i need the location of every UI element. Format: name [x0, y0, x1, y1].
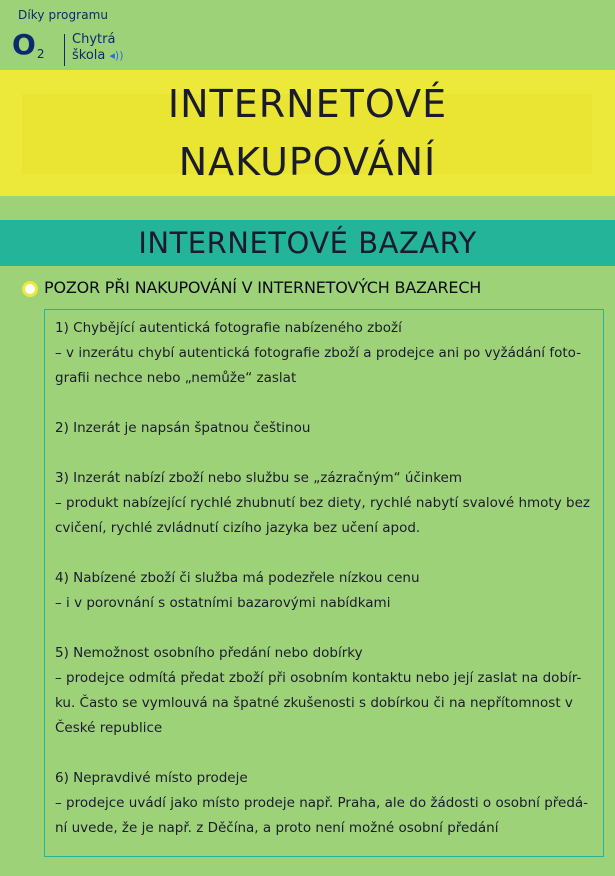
list-item-line: – prodejce odmítá předat zboží při osobním kontaktu nebo její zaslat na dobír- [55, 670, 582, 686]
o2-letter: O [12, 28, 36, 61]
logo-brand [72, 32, 123, 64]
list-item-heading: 4) Nabízené zboží či služba má podezřele nízkou cenu [55, 570, 420, 586]
o2-subscript: 2 [36, 47, 45, 61]
list-item-heading: 2) Inzerát je napsán špatnou češtinou [55, 420, 311, 436]
list-item-line: grafii nechce nebo „nemůže“ zaslat [55, 370, 297, 386]
page-title-line1: INTERNETOVÉ [167, 82, 448, 126]
title-band [0, 70, 615, 196]
subtitle-band [0, 220, 615, 266]
logo-separator [64, 34, 65, 66]
content-box [44, 309, 604, 857]
logo-brand-line2 [72, 48, 123, 64]
list-item-line: – i v porovnání s ostatními bazarovými nabídkami [55, 595, 391, 611]
list-item-line: – prodejce uvádí jako místo prodeje např. Praha, ale do žádosti o osobní předá- [55, 795, 589, 811]
list-item-heading: 6) Nepravdivé místo prodeje [55, 770, 248, 786]
circle-bullet-icon [22, 281, 38, 297]
page-subtitle: INTERNETOVÉ BAZARY [138, 226, 477, 260]
section-heading-text: POZOR PŘI NAKUPOVÁNÍ V INTERNETOVÝCH BAZARECH [44, 278, 482, 297]
list-item-heading: 1) Chybějící autentická fotografie nabízeného zboží [55, 320, 402, 336]
logo-thanks-text: Díky programu [18, 8, 109, 22]
logo-brand-line1: Chytrá [72, 32, 116, 47]
list-item-line: – v inzerátu chybí autentická fotografie zboží a prodejce ani po vyžádání foto- [55, 345, 582, 361]
logo-brand-line2-text: škola [72, 48, 106, 63]
o2-chytra-skola-logo [12, 8, 152, 70]
list-item [55, 766, 595, 841]
list-item [55, 416, 595, 441]
page-title-line2: NAKUPOVÁNÍ [178, 140, 437, 184]
list-item-line: České republice [55, 720, 163, 736]
list-item-line: cvičení, rychlé zvládnutí cizího jazyka bez učení apod. [55, 520, 421, 536]
list-item [55, 466, 595, 541]
wifi-wave-icon: ◂)) [109, 49, 124, 62]
list-item-line: ní uvede, že je např. z Děčína, a proto není možné osobní předání [55, 820, 499, 836]
list-item [55, 641, 595, 741]
list-item-line: – produkt nabízející rychlé zhubnutí bez diety, rychlé nabytí svalové hmoty bez [55, 495, 590, 511]
list-item-heading: 3) Inzerát nabízí zboží nebo službu se „zázračným“ účinkem [55, 470, 463, 486]
list-item [55, 566, 595, 616]
o2-logo-mark [12, 28, 43, 61]
list-item [55, 316, 595, 391]
list-item-line: ku. Často se vymlouvá na špatné zkušenosti s dobírkou či na nepřítomnost v [55, 695, 573, 711]
list-item-heading: 5) Nemožnost osobního předání nebo dobírky [55, 645, 363, 661]
